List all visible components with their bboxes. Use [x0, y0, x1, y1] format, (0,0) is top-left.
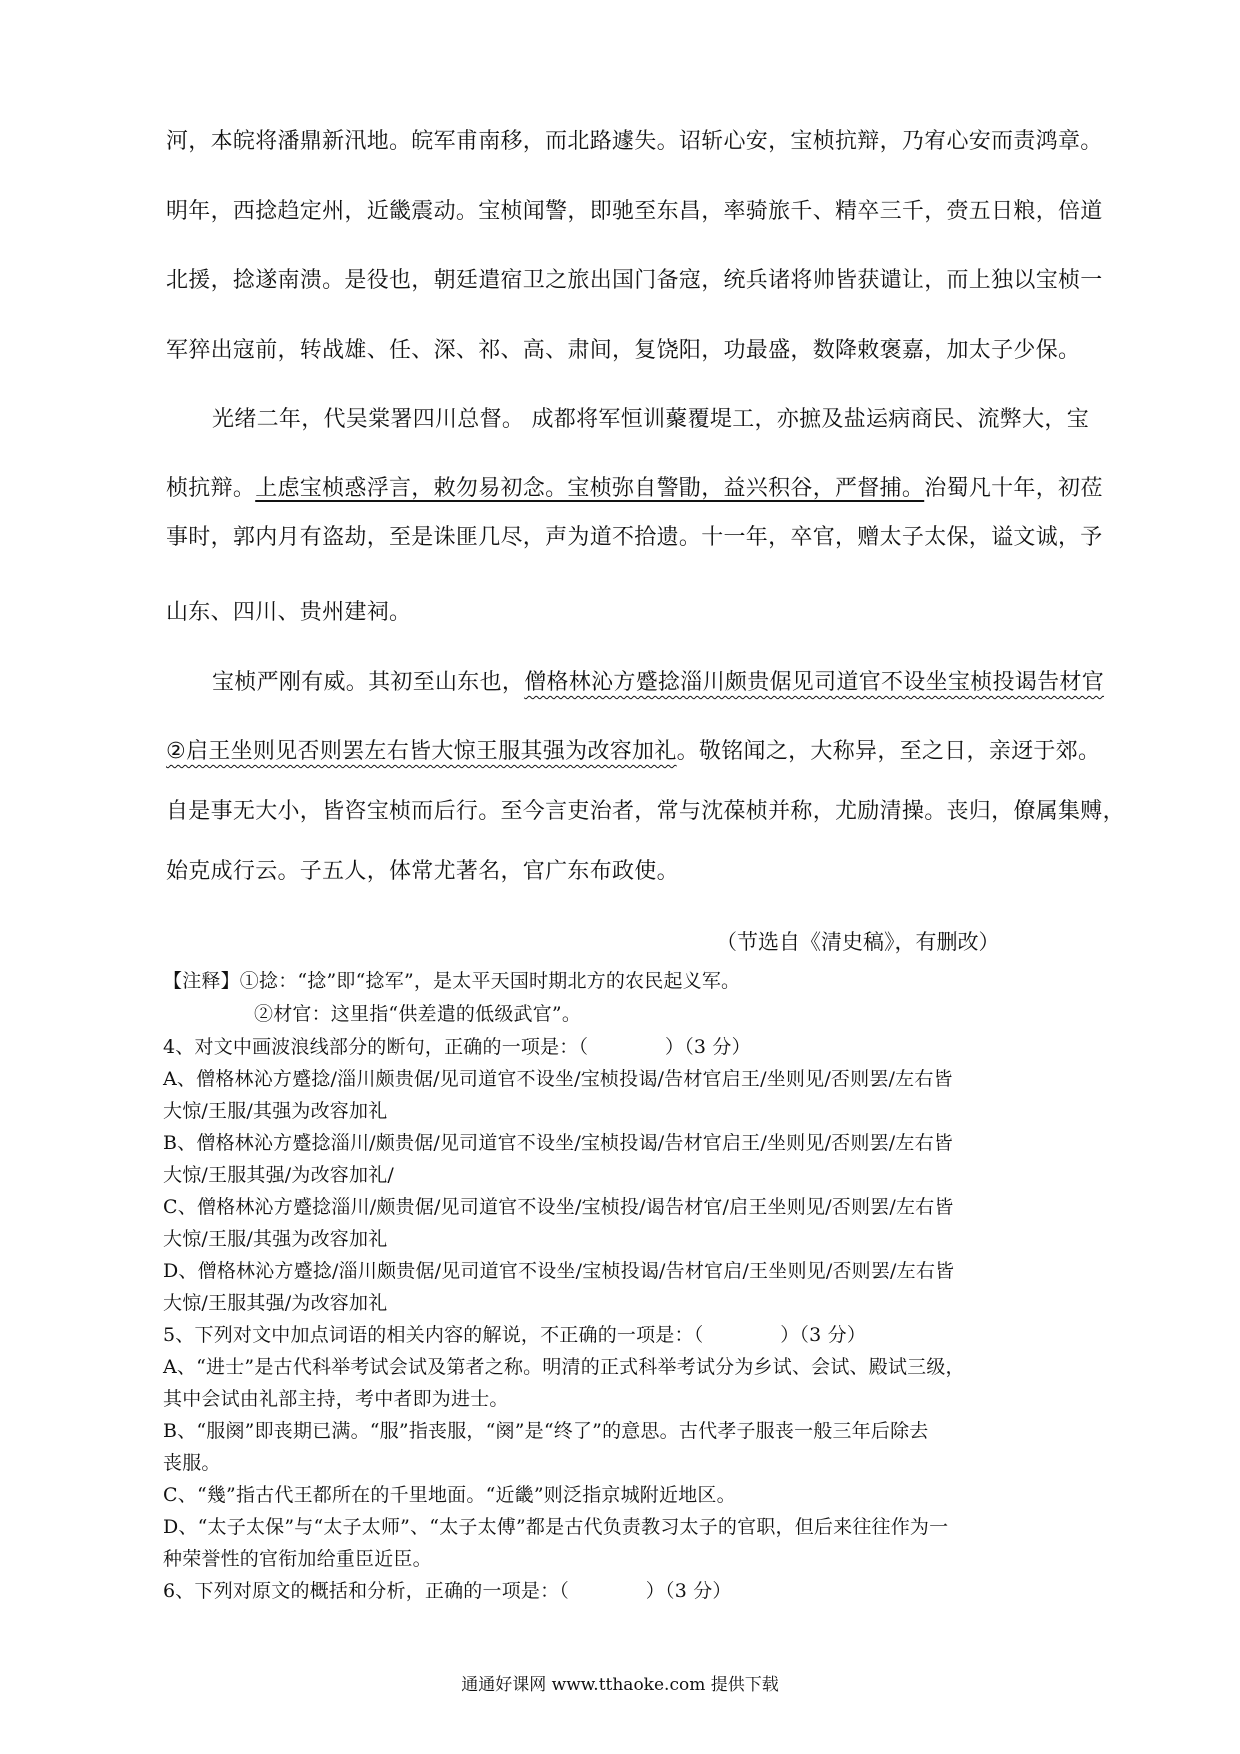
question-4-stem: 4、对文中画波浪线部分的断句，正确的一项是：（ ）（3 分）	[163, 1036, 751, 1058]
passage-line: 河，本皖将潘鼎新汛地。皖军甫南移，而北路遽失。诏斩心安，宝桢抗辩，乃宥心安而责鸿章。	[166, 129, 1103, 154]
question-4-option-c: C、僧格林沁方蹙捻淄川/颇贵倨/见司道官不设坐/宝桢投/谒告材官/启王坐则见/否则罢/左右皆	[163, 1196, 954, 1218]
question-5-option-a: A、“进士”是古代科举考试会试及第者之称。明清的正式科举考试分为乡试、会试、殿试三级，	[163, 1356, 965, 1378]
passage-line: 事时，郭内月有盗劫，至是诛匪几尽，声为道不拾遗。十一年，卒官，赠太子太保，谥文诚，予	[166, 525, 1103, 550]
note-1: 【注释】①捻：“捻”即“捻军”，是太平天国时期北方的农民起义军。	[163, 970, 741, 992]
passage-source: （节选自《清史稿》，有删改）	[716, 930, 1000, 954]
wavy-underlined-segment: ②启王坐则见否则罢左右皆大惊王服其强为改容加礼	[166, 739, 677, 764]
question-4-option-b-cont: 大惊/王服其强/为改容加礼/	[163, 1164, 395, 1186]
passage-line: 明年，西捻趋定州，近畿震动。宝桢闻警，即驰至东昌，率骑旅千、精卒三千，赍五日粮，倍道	[166, 199, 1103, 224]
passage-line: 北援，捻遂南溃。是役也，朝廷遣宿卫之旅出国门备寇，统兵诸将帅皆获谴让，而上独以宝桢一	[166, 268, 1103, 293]
passage-line: 桢抗辩。上虑宝桢惑浮言，敕勿易初念。宝桢弥自警勖，益兴积谷，严督捕。治蜀凡十年，初莅	[166, 476, 1103, 501]
question-5-stem: 5、下列对文中加点词语的相关内容的解说，不正确的一项是：（ ）（3 分）	[163, 1324, 867, 1346]
question-4-option-a-cont: 大惊/王服/其强为改容加礼	[163, 1100, 388, 1122]
question-4-option-b: B、僧格林沁方蹙捻淄川/颇贵倨/见司道官不设坐/宝桢投谒/告材官启王/坐则见/否则罢/左右皆	[163, 1132, 953, 1154]
page-footer: 通通好课网 www.tthaoke.com 提供下载	[461, 1675, 779, 1695]
underlined-sentence: 上虑宝桢惑浮言，敕勿易初念。宝桢弥自警勖，益兴积谷，严督捕。	[255, 476, 925, 501]
passage-line: 军猝出寇前，转战雄、任、深、祁、高、肃间，复饶阳，功最盛，数降敕褒嘉，加太子少保。	[166, 338, 1081, 363]
question-5-option-b: B、“服阕”即丧期已满。“服”指丧服，“阕”是“终了”的意思。古代孝子服丧一般三年后除去	[163, 1420, 929, 1442]
question-5-option-c: C、“幾”指古代王都所在的千里地面。“近畿”则泛指京城附近地区。	[163, 1484, 736, 1506]
passage-line: 始克成行云。子五人，体常尤著名，官广东布政使。	[166, 859, 679, 884]
question-5-option-b-cont: 丧服。	[163, 1452, 221, 1474]
passage-paragraph-start: 光绪二年，代吴棠署四川总督。 成都将军恒训藂覆堤工，亦摭及盐运病商民、流弊大，宝	[212, 407, 1089, 432]
question-5-option-d: D、“太子太保”与“太子太师”、“太子太傅”都是古代负责教习太子的官职，但后来往往作为一	[163, 1516, 949, 1538]
passage-line: 自是事无大小，皆咨宝桢而后行。至今言吏治者，常与沈葆桢并称，尤励清操。丧归，僚属集赙，	[166, 799, 1125, 824]
passage-paragraph-start: 宝桢严刚有威。其初至山东也，僧格林沁方蹙捻淄川颇贵倨见司道官不设坐宝桢投谒告材官	[212, 670, 1105, 695]
question-5-option-d-cont: 种荣誉性的官衔加给重臣近臣。	[163, 1548, 432, 1570]
question-6-stem: 6、下列对原文的概括和分析，正确的一项是：（ ）（3 分）	[163, 1580, 732, 1602]
question-4-option-a: A、僧格林沁方蹙捻/淄川颇贵倨/见司道官不设坐/宝桢投谒/告材官启王/坐则见/否则罢/左右皆	[163, 1068, 953, 1090]
passage-line: ②启王坐则见否则罢左右皆大惊王服其强为改容加礼。敬铭闻之，大称异，至之日，亲迓于郊。	[166, 739, 1101, 764]
question-4-option-c-cont: 大惊/王服/其强为改容加礼	[163, 1228, 388, 1250]
note-2: ②材官：这里指“供差遣的低级武官”。	[254, 1003, 582, 1025]
wavy-underlined-segment: 僧格林沁方蹙捻淄川颇贵倨见司道官不设坐宝桢投谒告材官	[524, 670, 1105, 695]
passage-line: 山东、四川、贵州建祠。	[166, 600, 412, 625]
question-4-option-d-cont: 大惊/王服其强/为改容加礼	[163, 1292, 388, 1314]
question-4-option-d: D、僧格林沁方蹙捻/淄川颇贵倨/见司道官不设坐/宝桢投谒/告材官启/王坐则见/否则罢/左右皆	[163, 1260, 955, 1282]
question-5-option-a-cont: 其中会试由礼部主持，考中者即为进士。	[163, 1388, 509, 1410]
